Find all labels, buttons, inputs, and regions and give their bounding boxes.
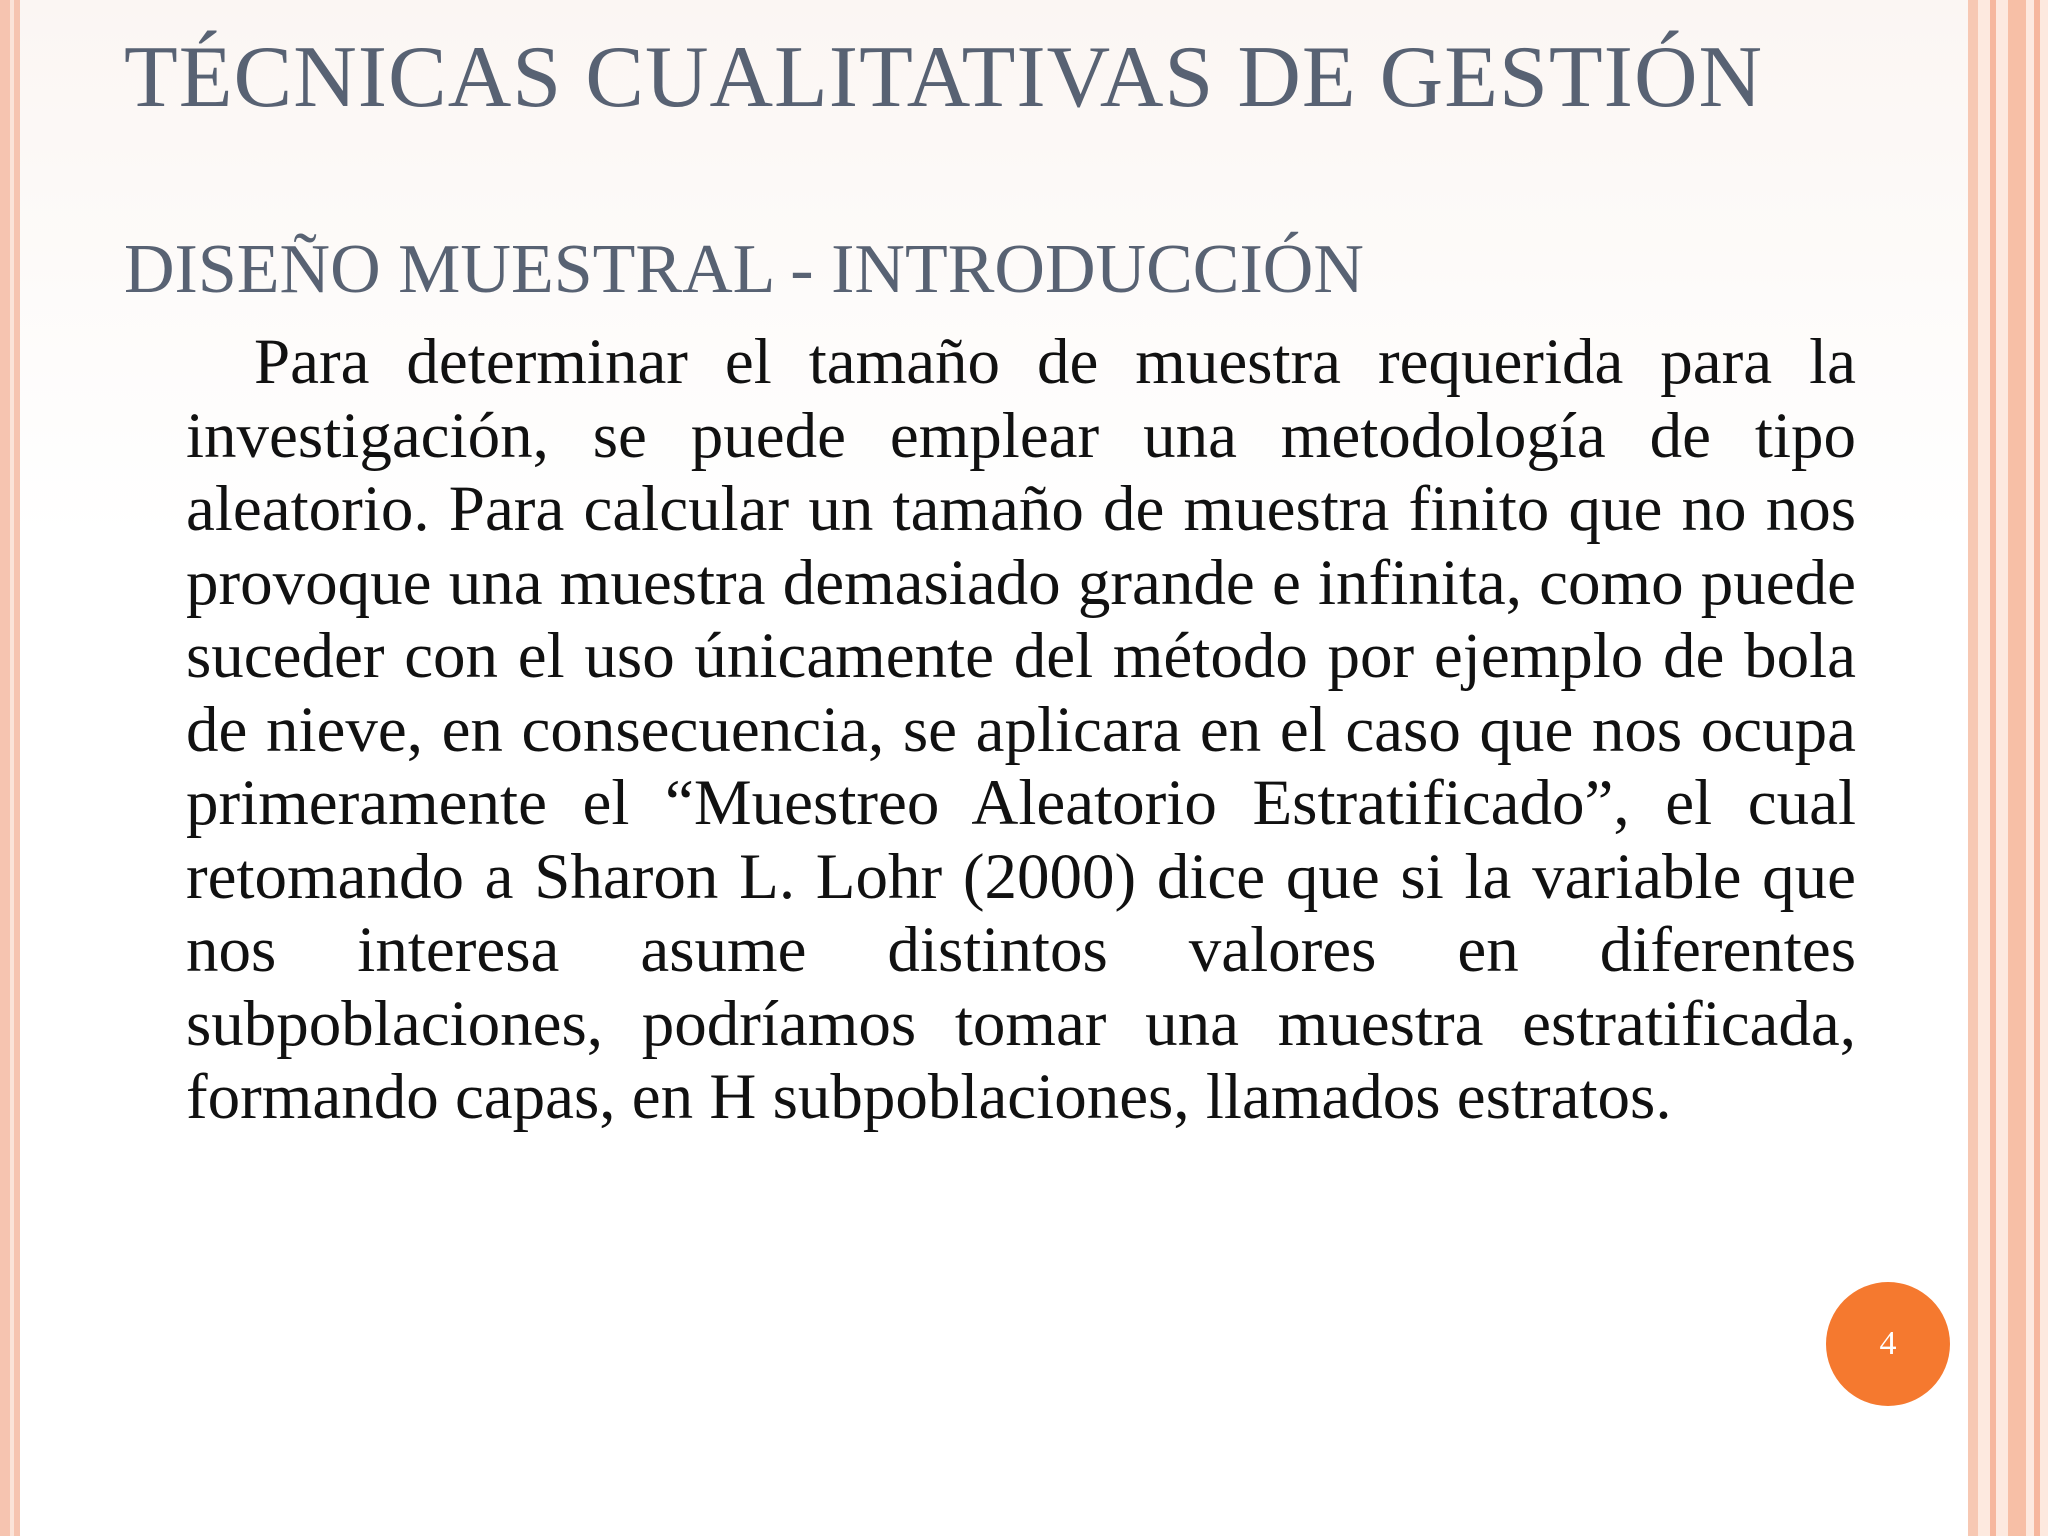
slide-subtitle: DISEÑO MUESTRAL - INTRODUCCIÓN xyxy=(124,231,1364,308)
left-border-stripe xyxy=(0,0,20,1536)
stripe-line xyxy=(1968,0,1978,1536)
stripe-line xyxy=(1990,0,1996,1536)
right-border-stripes xyxy=(1968,0,2048,1536)
stripe-line xyxy=(2034,0,2040,1536)
page-number: 4 xyxy=(1879,1325,1897,1362)
body-paragraph: Para determinar el tamaño de muestra requerida para la investigación, se puede emplear una metodología de tipo aleatorio. Para calcular un tamaño de muestra finito que no nos provoque una muestra demasiado grande e infinita, como puede suceder con el uso únicamente del método por ejemplo de bola de nieve, en consecuencia, se aplicara en el caso que nos ocupa primeramente el “Muestreo Aleatorio Estratificado”, el cual retomando a Sharon L. Lohr (2000) dice que si la variable que nos interesa asume distintos valores en diferentes subpoblaciones, podríamos tomar una muestra estratificada, formando capas, en H subpoblaciones, llamados estratos. xyxy=(186,326,1856,1133)
stripe-line xyxy=(2008,0,2026,1536)
slide-title: TÉCNICAS CUALITATIVAS DE GESTIÓN xyxy=(124,29,1764,126)
page-number-badge xyxy=(1826,1282,1950,1406)
